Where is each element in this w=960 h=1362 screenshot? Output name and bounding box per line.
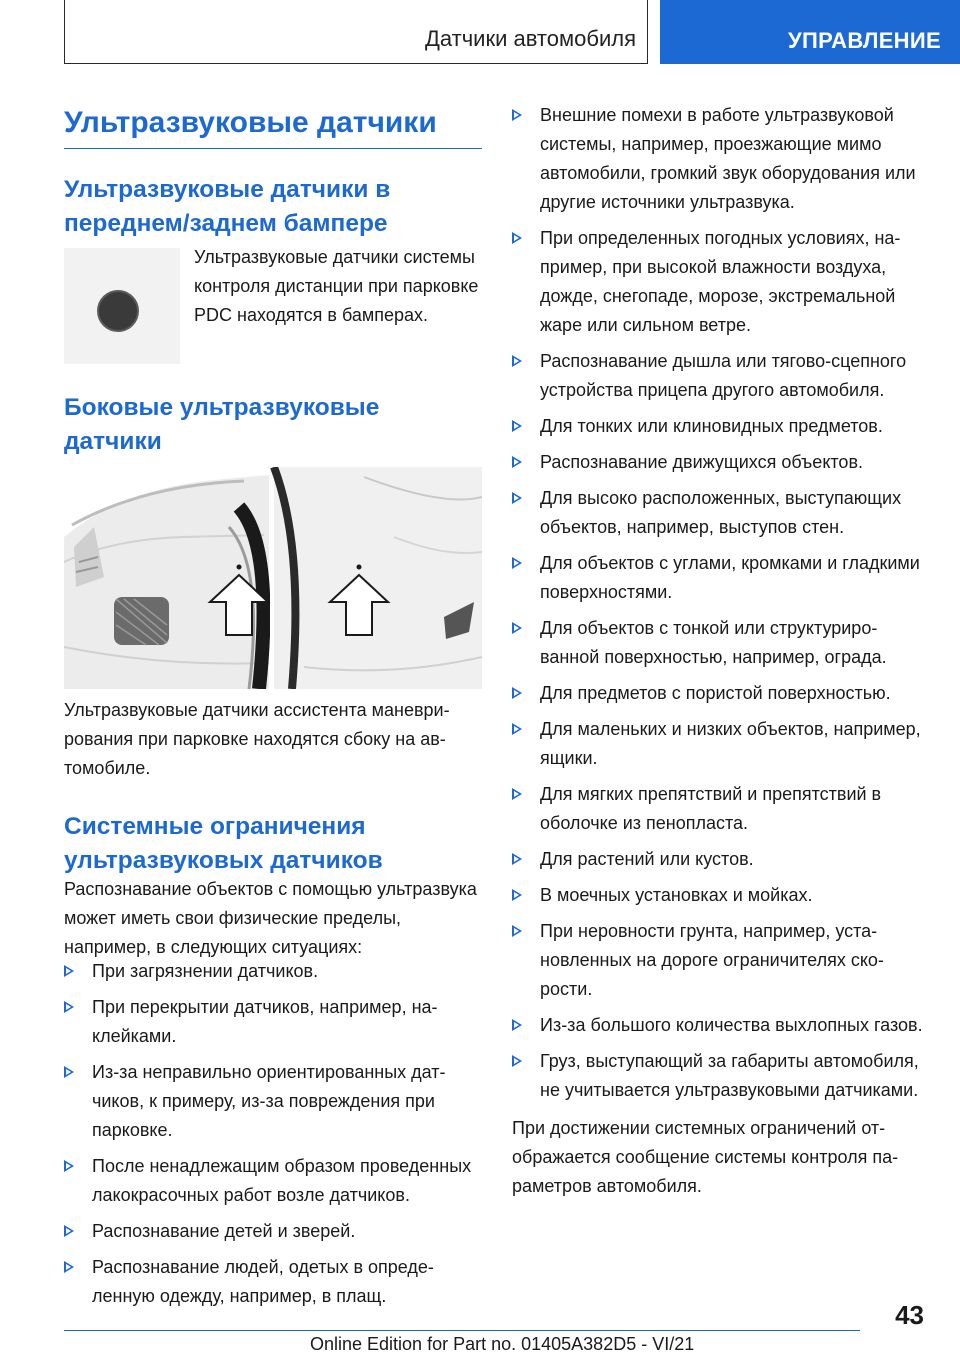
heading-limits: Системные ограничения ультразвуковых датчиков bbox=[64, 813, 383, 874]
list-item bbox=[512, 484, 924, 542]
list-item-text: Для предметов с пористой поверхностью. bbox=[540, 683, 891, 703]
bullet-triangle-icon bbox=[512, 723, 522, 735]
list-item bbox=[512, 224, 924, 340]
list-item-text: При неровности грунта, например, установленных на дороге ограничителях скорости. bbox=[540, 921, 884, 999]
limits-list-right bbox=[512, 101, 924, 1112]
list-item-text: После ненадлежащим образом проведенных лакокрасочных работ возле датчиков. bbox=[92, 1156, 472, 1205]
bullet-triangle-icon bbox=[512, 1019, 522, 1031]
bullet-triangle-icon bbox=[512, 889, 522, 901]
limits-list-left bbox=[64, 957, 482, 1318]
list-item bbox=[64, 1217, 482, 1246]
list-item bbox=[512, 917, 924, 1004]
bullet-triangle-icon bbox=[512, 492, 522, 504]
list-item bbox=[64, 957, 482, 986]
list-item-text: Груз, выступающий за габариты автомобиля, не учитывается ультразвуковыми датчиками. bbox=[540, 1051, 919, 1100]
bullet-triangle-icon bbox=[512, 622, 522, 634]
bullet-triangle-icon bbox=[64, 1261, 74, 1273]
list-item-text: Распознавание детей и зверей. bbox=[92, 1221, 356, 1241]
bullet-triangle-icon bbox=[512, 1055, 522, 1067]
bullet-triangle-icon bbox=[512, 232, 522, 244]
list-item bbox=[64, 1253, 482, 1311]
footer-edition: Online Edition for Part no. 01405A382D5 - VI/21 bbox=[310, 1334, 695, 1354]
bullet-triangle-icon bbox=[64, 1160, 74, 1172]
list-item-text: Для тонких или клиновидных предметов. bbox=[540, 416, 883, 436]
page-title: Ультразвуковые датчики bbox=[64, 106, 437, 139]
list-item bbox=[512, 845, 924, 874]
list-item bbox=[512, 1047, 924, 1105]
bullet-triangle-icon bbox=[64, 1225, 74, 1237]
list-item-text: Для объектов с углами, кромками и гладкими поверхностями. bbox=[540, 553, 920, 602]
list-item-text: Для маленьких и низких объектов, например, ящики. bbox=[540, 719, 921, 768]
list-item bbox=[512, 549, 924, 607]
list-item-text: Из-за неправильно ориентированных датчиков, к примеру, из-за повреждения при парковке. bbox=[92, 1062, 446, 1140]
title-rule bbox=[64, 148, 482, 149]
side-caption: Ультразвуковые датчики ассистента маневрирования при парковке находятся сбоку на автомобиле. bbox=[64, 700, 450, 778]
list-item bbox=[512, 881, 924, 910]
heading-side: Боковые ультразвуковые датчики bbox=[64, 394, 380, 455]
list-item-text: Из-за большого количества выхлопных газов. bbox=[540, 1015, 923, 1035]
list-item-text: При определенных погодных условиях, например, при высокой влажности воздуха, дожде, снегопаде, морозе, экстремальной жаре или сильном ветре. bbox=[540, 228, 901, 335]
bullet-triangle-icon bbox=[512, 788, 522, 800]
bullet-triangle-icon bbox=[512, 925, 522, 937]
list-item bbox=[512, 614, 924, 672]
bullet-triangle-icon bbox=[512, 456, 522, 468]
list-item-text: Для растений или кустов. bbox=[540, 849, 754, 869]
list-item-text: Распознавание дышла или тягово-сцепного устройства прицепа другого автомобиля. bbox=[540, 351, 907, 400]
list-item-text: Распознавание людей, одетых в определенную одежду, например, в плащ. bbox=[92, 1257, 434, 1306]
list-item-text: Для мягких препятствий и препятствий в оболочке из пенопласта. bbox=[540, 784, 882, 833]
list-item bbox=[64, 1058, 482, 1145]
bullet-triangle-icon bbox=[64, 1066, 74, 1078]
list-item bbox=[512, 412, 924, 441]
list-item bbox=[512, 448, 924, 477]
ultrasonic-sensor-icon bbox=[97, 290, 139, 332]
header-section-title: Датчики автомобиля bbox=[424, 26, 636, 51]
bullet-triangle-icon bbox=[512, 355, 522, 367]
list-item-text: Для объектов с тонкой или структурированной поверхностью, например, ограда. bbox=[540, 618, 887, 667]
bullet-triangle-icon bbox=[512, 420, 522, 432]
page-number: 43 bbox=[895, 1300, 924, 1330]
header-chapter-tab[interactable]: УПРАВЛЕНИЕ bbox=[660, 0, 960, 64]
list-item bbox=[512, 1011, 924, 1040]
bullet-triangle-icon bbox=[512, 109, 522, 121]
list-item-text: Распознавание движущихся объектов. bbox=[540, 452, 864, 472]
footer-rule bbox=[64, 1330, 860, 1331]
limits-outro: При достижении системных ограничений отображается сообщение системы контроля параметров автомобиля. bbox=[512, 1118, 899, 1196]
bullet-triangle-icon bbox=[64, 965, 74, 977]
list-item bbox=[512, 101, 924, 217]
list-item-text: Для высоко расположенных, выступающих объектов, например, выступов стен. bbox=[540, 488, 902, 537]
list-item-text: При загрязнении датчиков. bbox=[92, 961, 319, 981]
sensor-image bbox=[64, 248, 180, 364]
bullet-triangle-icon bbox=[512, 557, 522, 569]
limits-intro: Распознавание объектов с помощью ультразвука может иметь свои физические пределы, например, в следующих ситуациях: bbox=[64, 879, 477, 957]
list-item bbox=[64, 993, 482, 1051]
list-item-text: В моечных установках и мойках. bbox=[540, 885, 813, 905]
list-item bbox=[512, 780, 924, 838]
list-item-text: Внешние помехи в работе ультразвуковой системы, например, проезжающие мимо автомобили, громкий звук оборудования или другие источники ультразвука. bbox=[540, 105, 916, 212]
bullet-triangle-icon bbox=[64, 1001, 74, 1013]
car-side-sensors-image bbox=[64, 467, 482, 689]
bullet-triangle-icon bbox=[512, 687, 522, 699]
list-item bbox=[64, 1152, 482, 1210]
list-item-text: При перекрытии датчиков, например, наклейками. bbox=[92, 997, 438, 1046]
list-item bbox=[512, 715, 924, 773]
bullet-triangle-icon bbox=[512, 853, 522, 865]
heading-front-rear: Ультразвуковые датчики в переднем/заднем бампере bbox=[64, 176, 391, 237]
front-rear-text: Ультразвуковые датчики системы контроля дистанции при парковке PDC находятся в бамперах. bbox=[194, 247, 479, 325]
list-item bbox=[512, 679, 924, 708]
list-item bbox=[512, 347, 924, 405]
